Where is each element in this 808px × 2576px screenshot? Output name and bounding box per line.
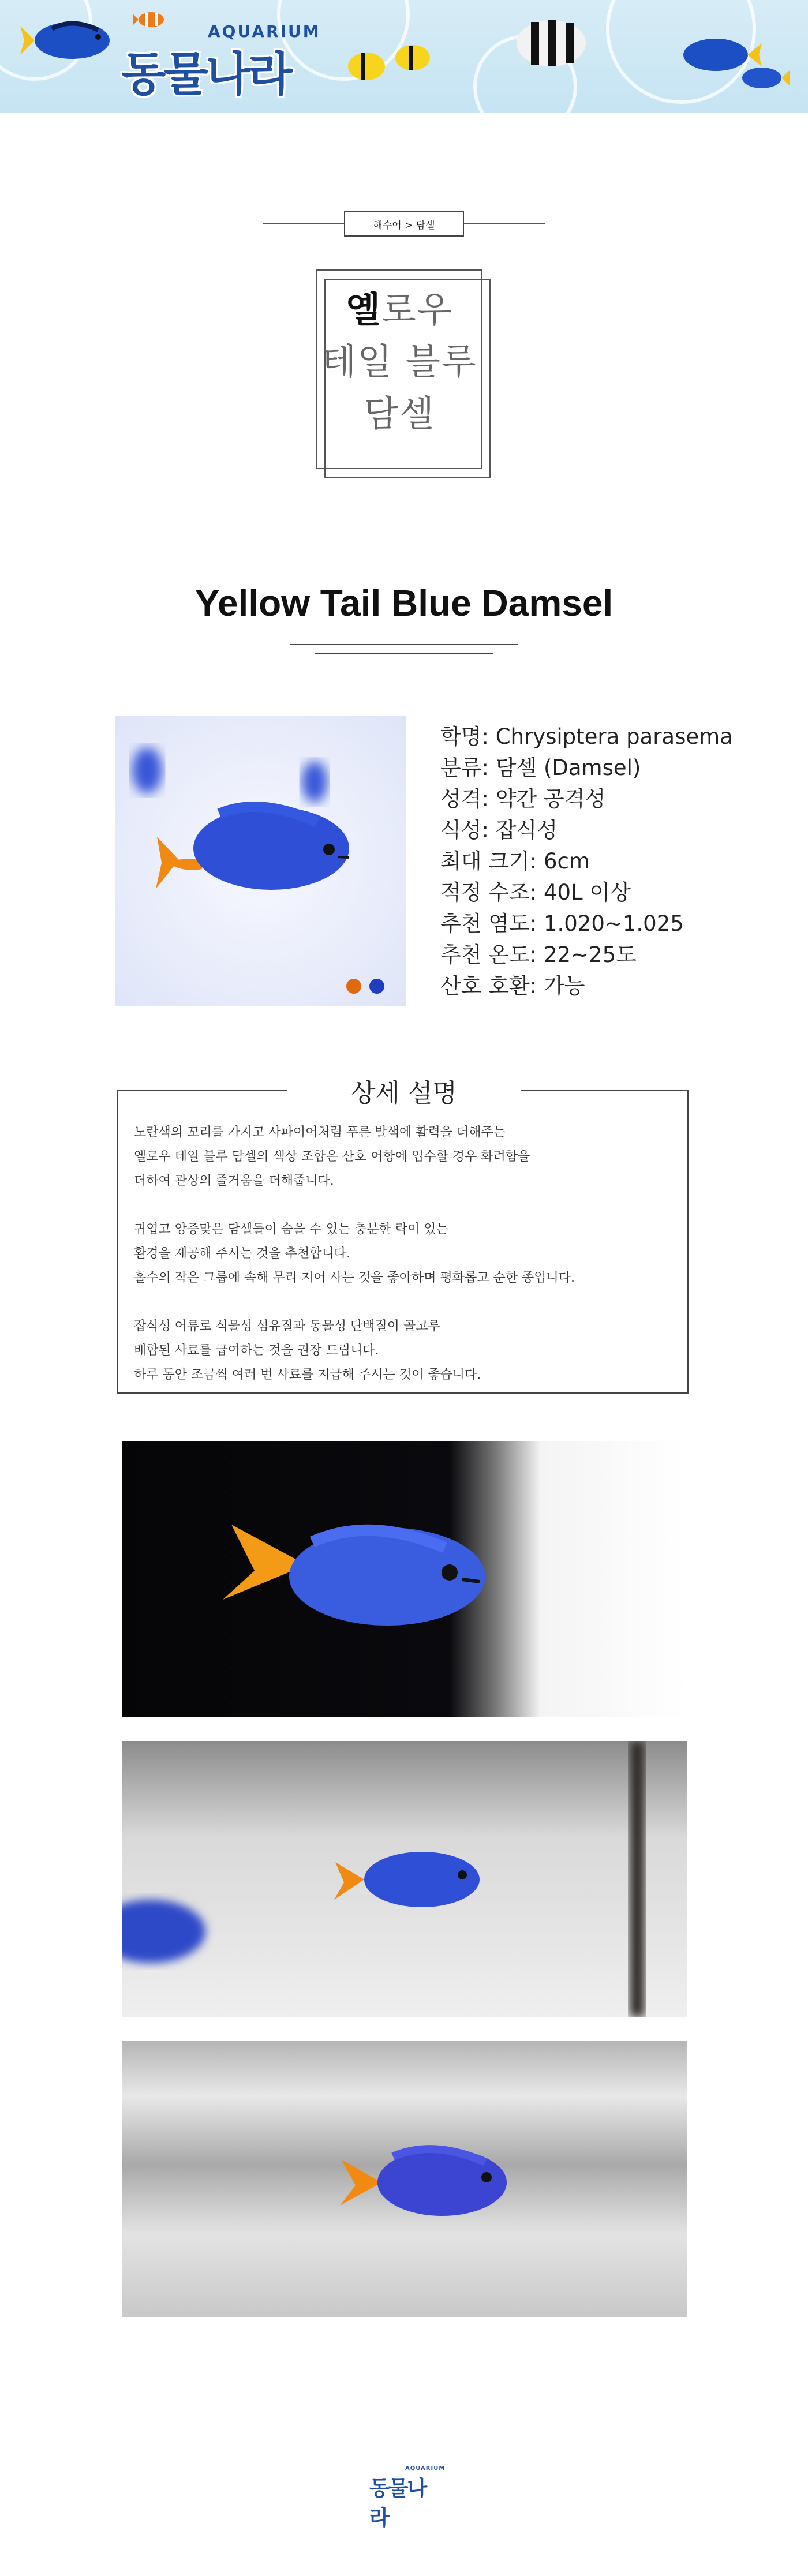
product-english-title: Yellow Tail Blue Damsel — [194, 582, 614, 624]
divider — [290, 644, 518, 645]
spec-row: 적정 수조: 40L 이상 — [440, 880, 631, 905]
description-line: 환경을 제공해 주시는 것을 추천합니다. — [134, 1246, 350, 1261]
description-line: 홀수의 작은 그룹에 속해 무리 지어 사는 것을 좋아하며 평화롭고 순한 종입니다. — [134, 1271, 575, 1285]
damselfish-photo — [122, 1441, 687, 1717]
gallery-photo-2 — [122, 1741, 687, 2017]
yellow-butterflyfish-icon — [341, 35, 439, 87]
title-line-1: 로우 — [381, 289, 453, 331]
spec-row: 최대 크기: 6cm — [440, 849, 590, 874]
description-line: 귀엽고 앙증맞은 담셀들이 숨을 수 있는 충분한 락이 있는 — [134, 1222, 448, 1237]
spec-row: 추천 온도: 22~25도 — [440, 942, 637, 967]
spec-row: 식성: 잡식성 — [440, 818, 558, 843]
striped-damselfish-icon — [508, 12, 594, 75]
spec-row: 분류: 담셀 (Damsel) — [440, 755, 641, 780]
description-body — [134, 1121, 676, 1387]
blue-tang-fish-icon — [675, 29, 791, 92]
divider — [263, 223, 344, 224]
description-line: 옐로우 테일 블루 담셀의 색상 조합은 산호 어항에 입수할 경우 화려함을 — [134, 1150, 530, 1164]
description-line — [134, 1193, 676, 1218]
slider-dot[interactable] — [369, 979, 384, 994]
logo-subtitle: AQUARIUM — [208, 22, 321, 41]
description-line: 배합된 사료를 급여하는 것을 권장 드립니다. — [134, 1343, 379, 1358]
description-line: 더하여 관상의 즐거움을 더해줍니다. — [134, 1174, 334, 1188]
title-emphasis: 옐 — [346, 289, 382, 331]
gallery-photo-1 — [122, 1441, 687, 1717]
description-line: 잡식성 어류로 식물성 섬유질과 동물성 단백질이 골고루 — [134, 1319, 440, 1334]
title-line-3: 담셀 — [364, 392, 435, 435]
spec-row: 산호 호환: 가능 — [440, 974, 585, 998]
brand-logo[interactable] — [121, 22, 346, 101]
logo-title: 동물나라 — [121, 47, 291, 101]
footer-logo-subtitle: AQUARIUM — [405, 2465, 446, 2472]
blue-tang-fish-icon — [17, 12, 121, 69]
spec-list — [440, 719, 733, 999]
damselfish-photo — [115, 716, 406, 1006]
spec-row: 성격: 약간 공격성 — [440, 787, 606, 811]
divider — [315, 653, 493, 654]
description-line: 노란색의 꼬리를 가지고 사파이어처럼 푸른 발색에 활력을 더해주는 — [134, 1125, 506, 1140]
description-line — [134, 1290, 676, 1315]
divider — [464, 223, 545, 224]
title-line-2: 테일 블루 — [321, 340, 477, 383]
footer-logo[interactable] — [369, 2464, 446, 2530]
damselfish-photo — [122, 1741, 687, 2017]
gallery-photo-3 — [122, 2041, 687, 2317]
footer-logo-title: 동물나라 — [369, 2477, 427, 2530]
category-breadcrumb[interactable]: 해수어 > 담셀 — [344, 211, 464, 237]
damselfish-photo — [122, 2041, 687, 2317]
spec-row: 추천 염도: 1.020~1.025 — [440, 911, 684, 936]
spec-row: 학명: Chrysiptera parasema — [440, 724, 733, 749]
product-korean-title — [316, 284, 482, 440]
description-line: 하루 동안 조금씩 여러 번 사료를 지급해 주시는 것이 좋습니다. — [134, 1368, 481, 1382]
product-photo-slider[interactable] — [115, 716, 406, 1006]
description-title: 상세 설명 — [287, 1072, 521, 1107]
clownfish-icon — [133, 8, 167, 31]
header-banner — [0, 0, 808, 113]
slider-dot[interactable] — [346, 979, 361, 994]
